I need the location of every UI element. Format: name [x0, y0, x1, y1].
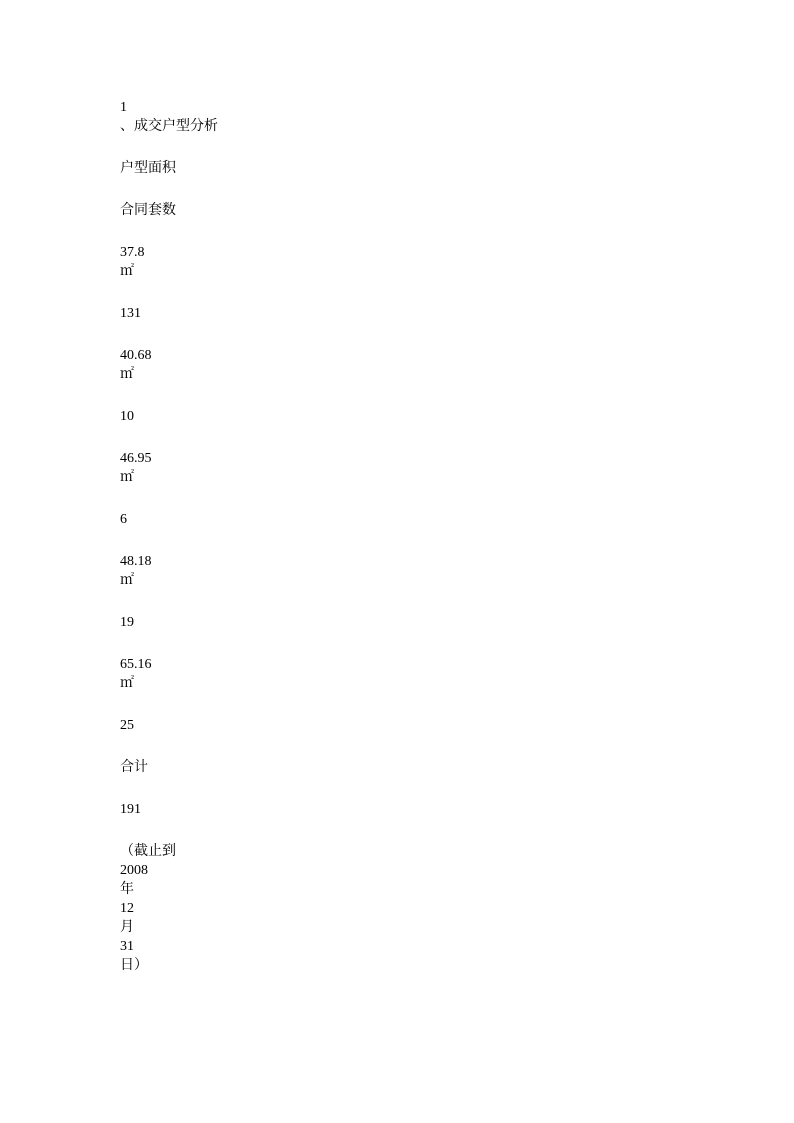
date-note: [120, 842, 720, 975]
row-unit: ㎡: [120, 573, 134, 588]
row-unit: ㎡: [120, 676, 134, 691]
table-row: [120, 243, 720, 346]
total-value: 191: [120, 802, 141, 817]
section-number: 1: [120, 100, 127, 115]
row-count: 131: [120, 306, 141, 321]
row-count: 19: [120, 615, 134, 630]
note-day-label: 日）: [120, 957, 148, 973]
total-label: 合计: [120, 759, 148, 775]
row-unit: ㎡: [120, 264, 134, 279]
note-prefix: （截止到: [120, 843, 176, 859]
table-row: [120, 655, 720, 758]
header-area: 户型面积: [120, 160, 176, 176]
header-count: 合同套数: [120, 202, 176, 218]
row-area: 48.18: [120, 554, 152, 569]
note-year-label: 年: [120, 881, 134, 897]
table-total-row: [120, 758, 720, 842]
document-page: [120, 98, 720, 975]
row-count: 25: [120, 718, 134, 733]
row-area: 40.68: [120, 348, 152, 363]
note-month-label: 月: [120, 919, 134, 935]
section-heading: [120, 98, 720, 136]
table-row: [120, 552, 720, 655]
note-day: 31: [120, 939, 134, 954]
row-area: 65.16: [120, 657, 152, 672]
row-unit: ㎡: [120, 367, 134, 382]
row-area: 46.95: [120, 451, 152, 466]
row-count: 6: [120, 512, 127, 527]
note-year: 2008: [120, 863, 148, 878]
row-area: 37.8: [120, 245, 145, 260]
row-count: 10: [120, 409, 134, 424]
table-row: [120, 346, 720, 449]
note-month: 12: [120, 901, 134, 916]
section-title: 、成交户型分析: [120, 118, 218, 134]
row-unit: ㎡: [120, 470, 134, 485]
table-row: [120, 449, 720, 552]
